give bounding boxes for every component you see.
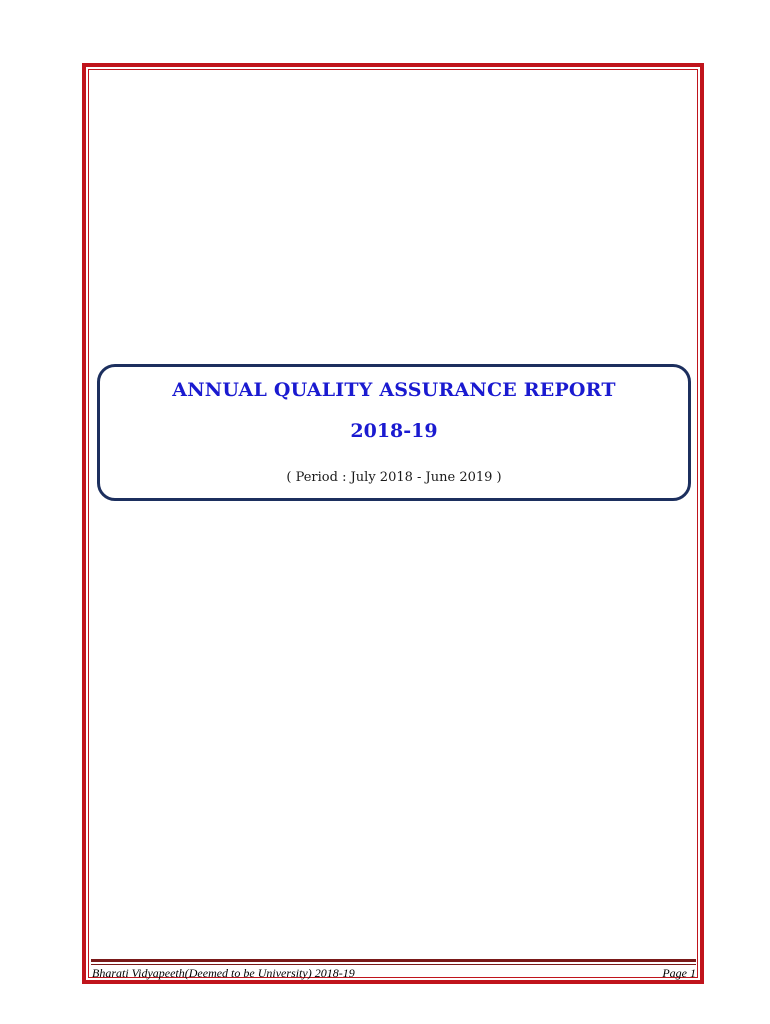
report-title: ANNUAL QUALITY ASSURANCE REPORT bbox=[172, 379, 616, 401]
title-box bbox=[97, 364, 691, 501]
footer-rule-thick bbox=[91, 959, 696, 962]
page-border-inner bbox=[88, 69, 698, 978]
footer-page-number: Page 1 bbox=[662, 966, 696, 980]
report-period: ( Period : July 2018 - June 2019 ) bbox=[286, 470, 502, 485]
footer-institution: Bharati Vidyapeeth(Deemed to be University) 2018-19 bbox=[92, 966, 355, 980]
report-year: 2018-19 bbox=[350, 420, 438, 442]
footer-rule-thin bbox=[91, 964, 696, 965]
